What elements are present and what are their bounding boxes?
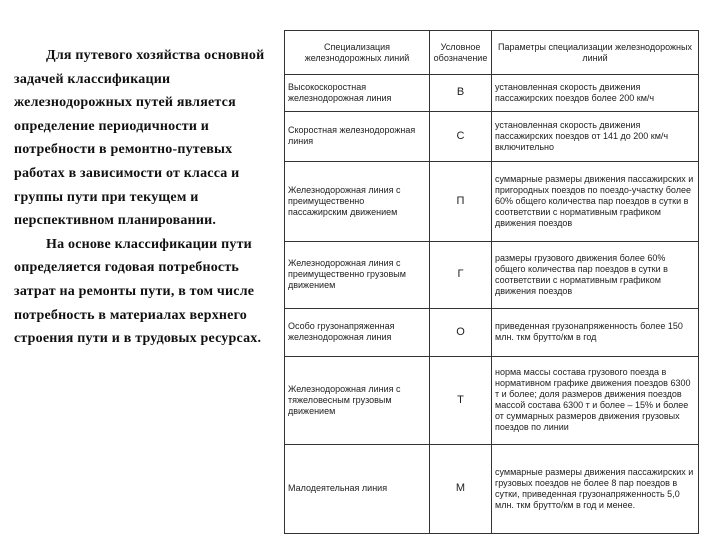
- row-param: размеры грузового движения более 60% общего количества пар поездов в сутки в соответствии с нормативным графиком движения поездов: [492, 241, 699, 308]
- row-code: Т: [430, 357, 492, 444]
- row-name: Высокоскоростная железнодорожная линия: [285, 75, 430, 112]
- row-param: норма массы состава грузового поезда в нормативном графике движения поездов 6300 т и более; доля размеров движения поездов массой состава 6300 т и более – 15% и более от суммарных размеров движения грузовых поездов по линии: [492, 357, 699, 444]
- table-row: [285, 162, 699, 241]
- specialization-table-container: [284, 30, 699, 534]
- row-param: приведенная грузонапряженность более 150 млн. ткм брутто/км в год: [492, 308, 699, 357]
- header-parameters: Параметры специализации железнодорожных линий: [492, 31, 699, 75]
- table-row: [285, 308, 699, 357]
- row-name: Железнодорожная линия с преимущественно грузовым движением: [285, 241, 430, 308]
- paragraph-classification-goal: Для путевого хозяйства основной задачей классификации железнодорожных путей является определение периодичности и потребности в ремонтно-путевых работах в зависимости от класса и группы пути при текущем и перспективном планировании.: [14, 48, 265, 229]
- row-code: В: [430, 75, 492, 112]
- row-name: Железнодорожная линия с преимущественно пассажирским движением: [285, 162, 430, 241]
- table-row: [285, 111, 699, 162]
- row-code: О: [430, 308, 492, 357]
- row-code: С: [430, 111, 492, 162]
- row-param: установленная скорость движения пассажирских поездов более 200 км/ч: [492, 75, 699, 112]
- table-row: [285, 75, 699, 112]
- table-row: [285, 357, 699, 444]
- row-name: Особо грузонапряженная железнодорожная линия: [285, 308, 430, 357]
- row-name: Скоростная железнодорожная линия: [285, 111, 430, 162]
- row-name: Малодеятельная линия: [285, 444, 430, 533]
- row-code: Г: [430, 241, 492, 308]
- table-row: [285, 444, 699, 533]
- header-code: Условное обозначение: [430, 31, 492, 75]
- row-param: суммарные размеры движения пассажирских и грузовых поездов не более 8 пар поездов в сутки, приведенная грузонапряженность 5,0 млн. ткм брутто/км в год и менее.: [492, 444, 699, 533]
- specialization-table: [284, 30, 699, 534]
- row-code: М: [430, 444, 492, 533]
- table-header-row: [285, 31, 699, 75]
- row-name: Железнодорожная линия с тяжеловесным грузовым движением: [285, 357, 430, 444]
- body-text: [14, 44, 282, 351]
- header-specialization: Специализация железнодорожных линий: [285, 31, 430, 75]
- paragraph-annual-need: На основе классификации пути определяется годовая потребность затрат на ремонты пути, в том числе потребность в материалах верхнего строения пути и в трудовых ресурсах.: [14, 236, 262, 347]
- row-param: суммарные размеры движения пассажирских и пригородных поездов по поездо-участку более 60% общего количества пар поездов в сутки в соответствии с нормативным графиком движения поездов: [492, 162, 699, 241]
- row-param: установленная скорость движения пассажирских поездов от 141 до 200 км/ч включительно: [492, 111, 699, 162]
- row-code: П: [430, 162, 492, 241]
- table-row: [285, 241, 699, 308]
